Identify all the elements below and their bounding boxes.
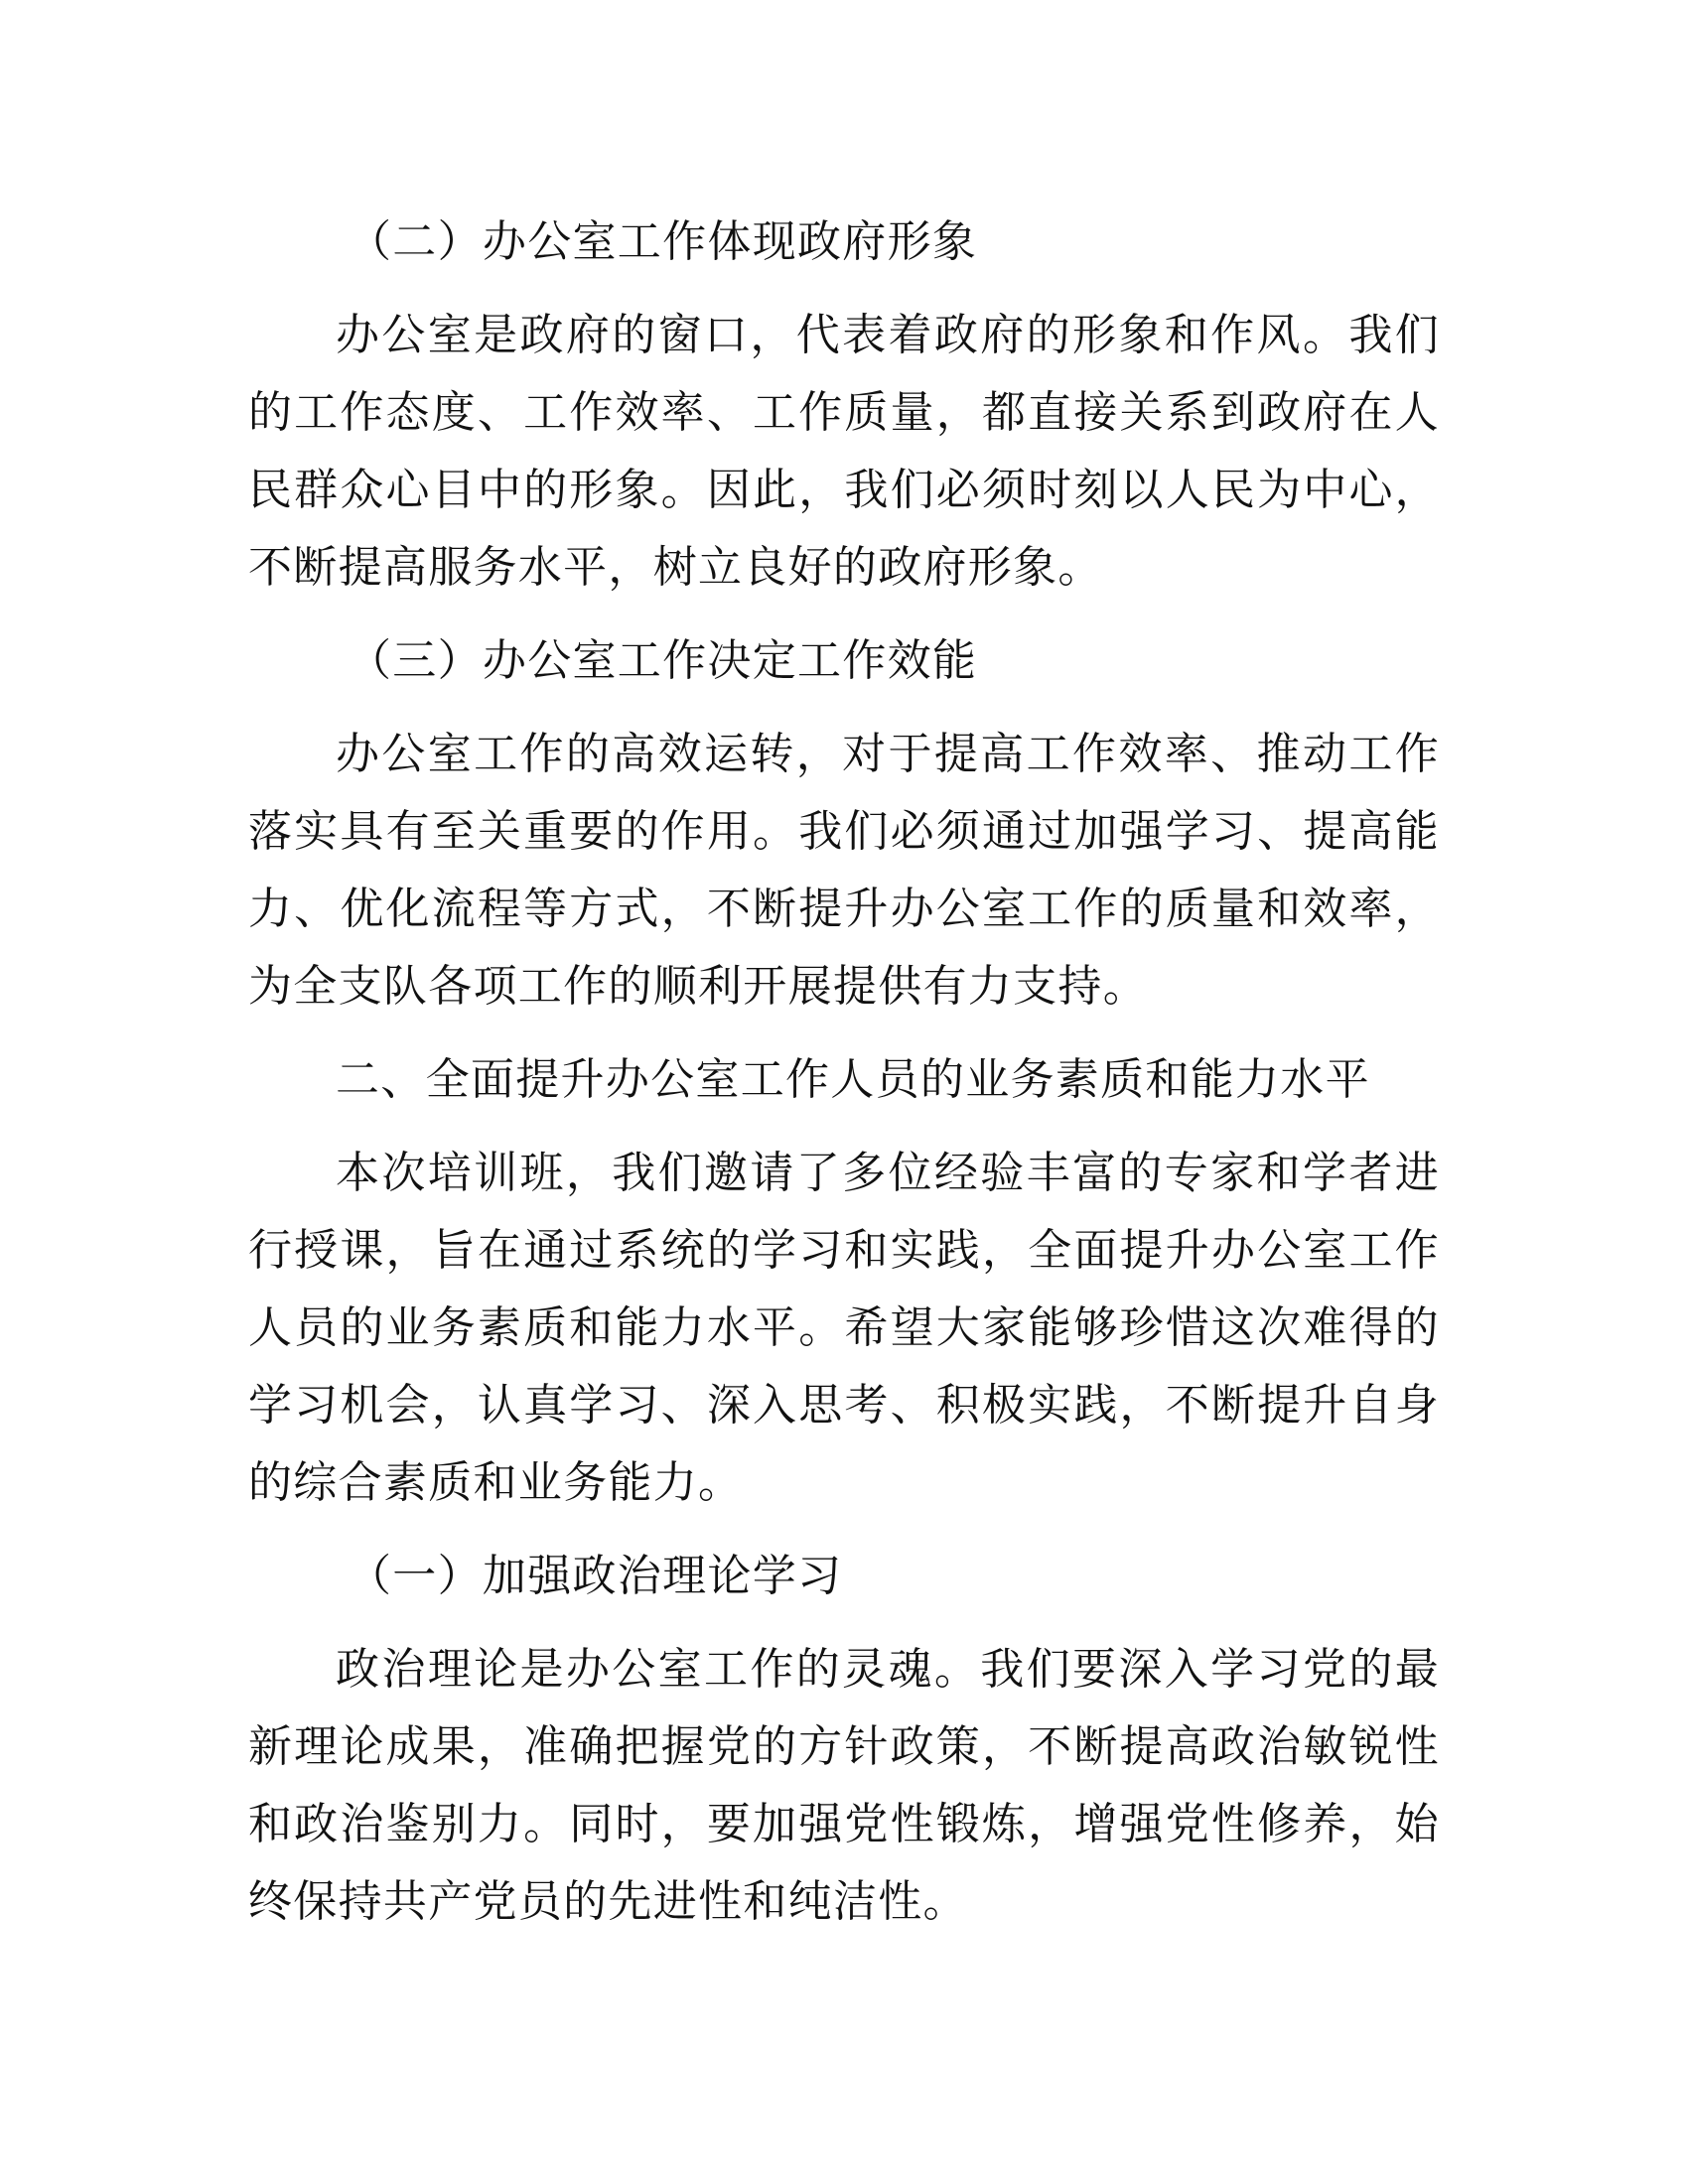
paragraph-training-program: 本次培训班，我们邀请了多位经验丰富的专家和学者进行授课，旨在通过系统的学习和实践，全面提升办公室工作人员的业务素质和能力水平。希望大家能够珍惜这次难得的学习机会，认真学习、深入思考、积极实践，不断提升自身的综合素质和业务能力。 [248, 1148, 1440, 1508]
section-heading-3: （三）办公室工作决定工作效能 [348, 635, 978, 686]
section-heading-2: （二）办公室工作体现政府形象 [348, 216, 978, 267]
chapter-heading-2: 二、全面提升办公室工作人员的业务素质和能力水平 [336, 1054, 1370, 1105]
paragraph-government-image: 办公室是政府的窗口，代表着政府的形象和作风。我们的工作态度、工作效率、工作质量，都直接关系到政府在人民群众心目中的形象。因此，我们必须时刻以人民为中心，不断提高服务水平，树立良好的政府形象。 [248, 310, 1440, 593]
paragraph-political-theory: 政治理论是办公室工作的灵魂。我们要深入学习党的最新理论成果，准确把握党的方针政策，不断提高政治敏锐性和政治鉴别力。同时，要加强党性锻炼，增强党性修养，始终保持共产党员的先进性和纯洁性。 [248, 1644, 1440, 1927]
document-body [248, 204, 1440, 1957]
paragraph-work-efficiency: 办公室工作的高效运转，对于提高工作效率、推动工作落实具有至关重要的作用。我们必须通过加强学习、提高能力、优化流程等方式，不断提升办公室工作的质量和效率，为全支队各项工作的顺利开展提供有力支持。 [248, 729, 1440, 1012]
section-heading-1: （一）加强政治理论学习 [348, 1551, 843, 1601]
